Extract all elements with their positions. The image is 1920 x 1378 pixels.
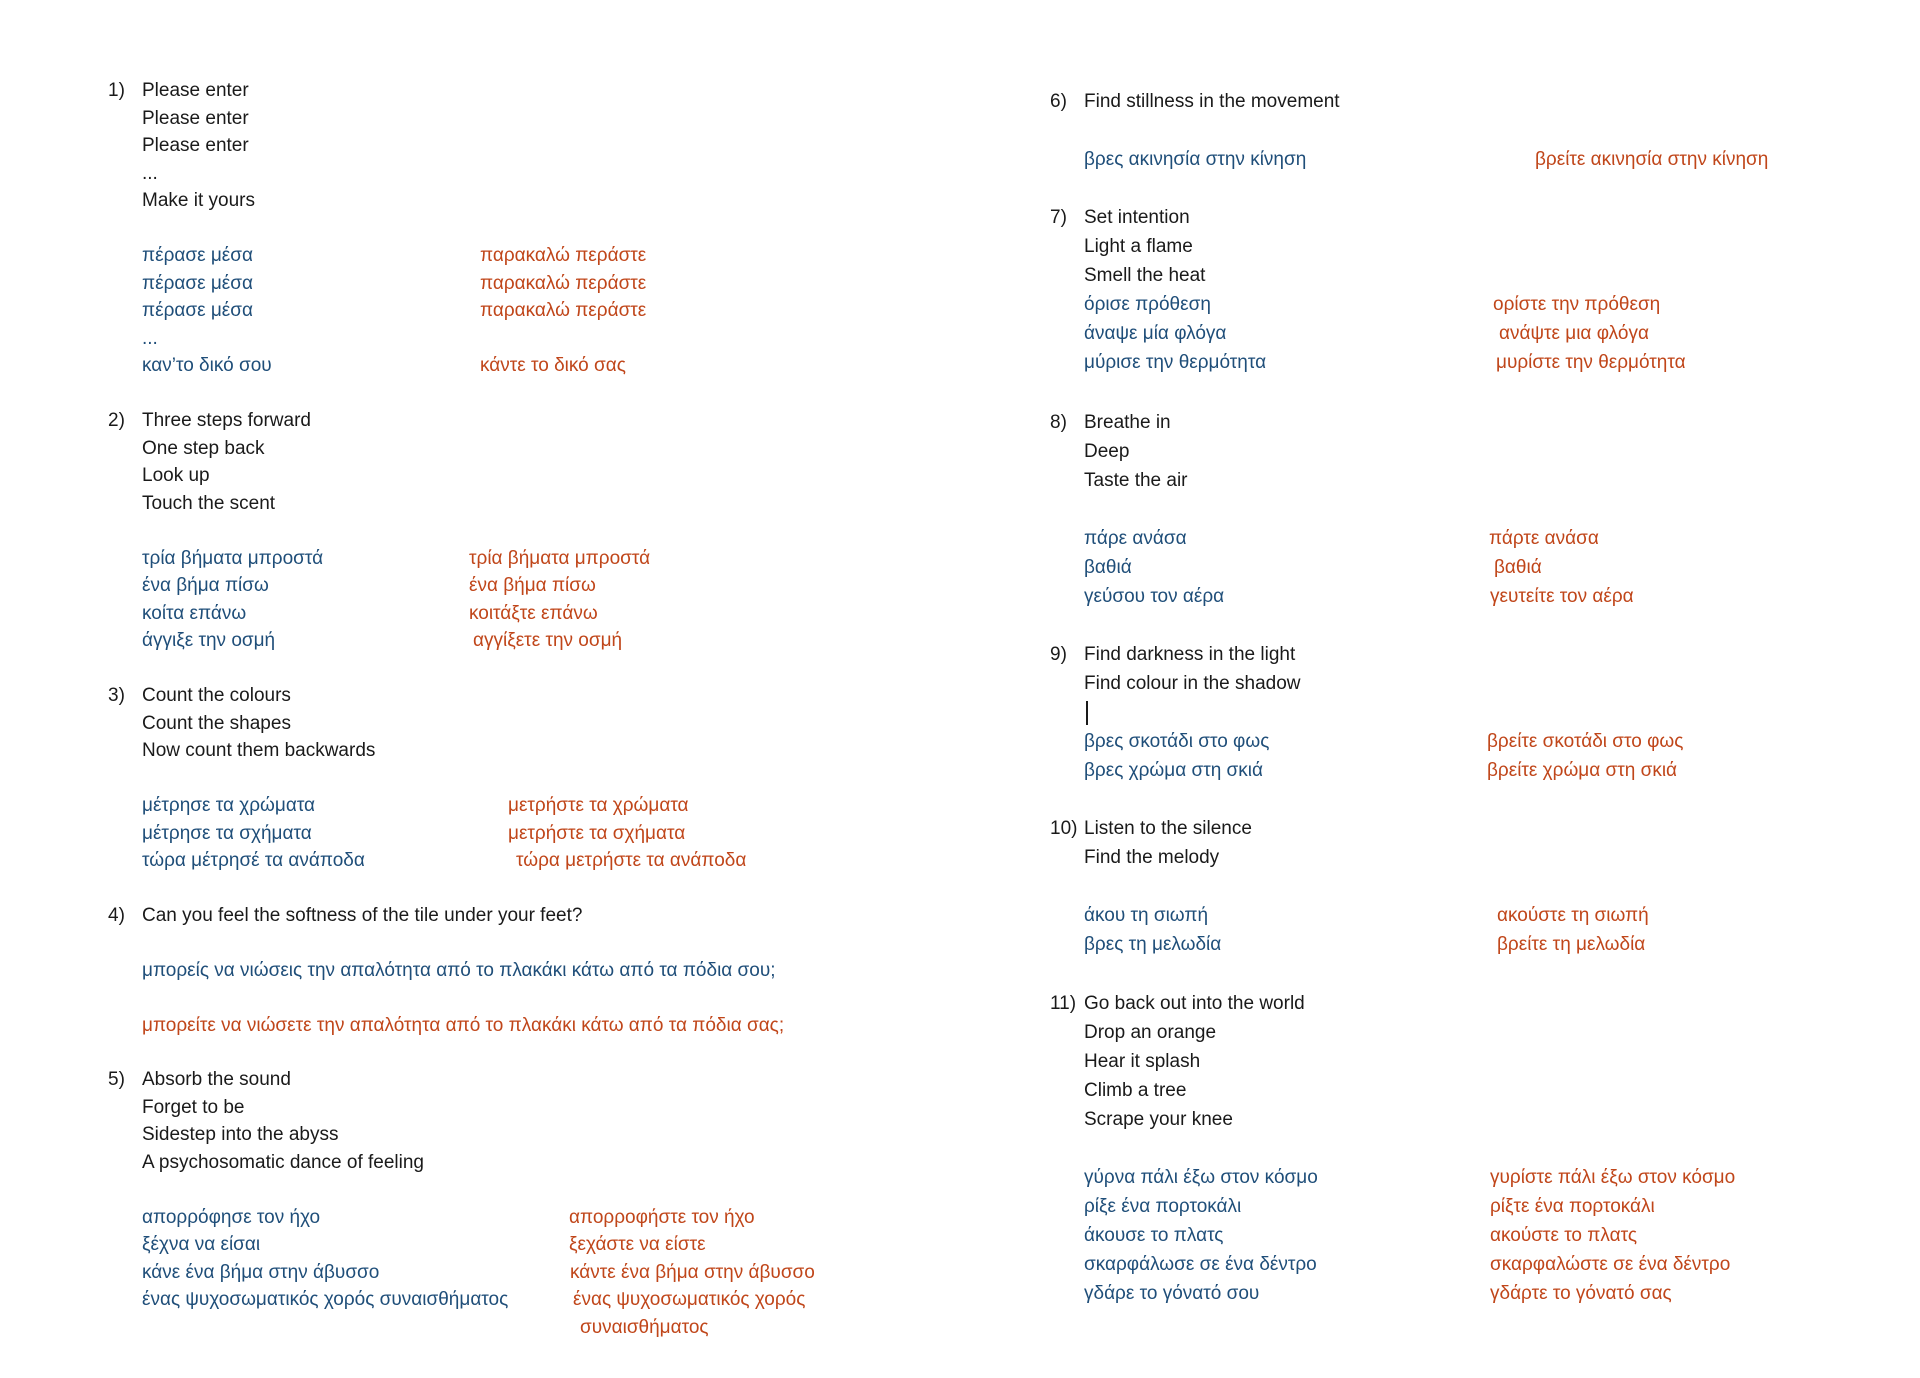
greek-formal-line: γδάρτε το γόνατό σας [1490,1283,1672,1304]
greek-translations [1084,1163,1880,1308]
section-5 [108,1066,868,1341]
greek-informal-line: όρισε πρόθεση [1084,294,1211,315]
english-line: Forget to be [142,1096,245,1118]
greek-translations [1084,145,1880,174]
greek-formal-line: ένα βήμα πίσω [469,575,596,596]
section-11 [1050,989,1880,1308]
greek-informal-line: ρίξε ένα πορτοκάλι [1084,1196,1242,1217]
english-line: Please enter [142,135,249,156]
english-line: Deep [1084,441,1130,462]
english-line: Light a flame [1084,236,1193,257]
english-line: ... [142,162,158,184]
section-number: 5) [108,1069,125,1090]
greek-informal-line: άκουσε το πλατς [1084,1225,1224,1246]
english-line: Three steps forward [142,410,311,431]
english-line: Touch the scent [142,492,276,514]
greek-formal-line: βρείτε ακινησία στην κίνηση [1535,149,1769,170]
greek-formal-line: παρακαλώ περάστε [480,245,647,266]
greek-formal-line: γευτείτε τον αέρα [1490,586,1634,607]
greek-formal-line: ξεχάστε να είστε [569,1234,706,1255]
english-line: Sidestep into the abyss [142,1124,339,1145]
english-line: One step back [142,437,265,459]
section-7 [1050,203,1880,377]
greek-formal-line: βρείτε χρώμα στη σκιά [1487,760,1678,781]
greek-formal-line: μετρήστε τα χρώματα [508,795,689,816]
greek-informal-line: βαθιά [1084,557,1132,578]
section-number: 1) [108,80,125,101]
english-line: Now count them backwards [142,740,376,761]
english-line: Find the melody [1084,847,1220,868]
english-line: Hear it splash [1084,1051,1201,1072]
section-number: 7) [1050,207,1067,228]
english-line: Drop an orange [1084,1022,1217,1043]
section-4 [108,902,868,1040]
greek-formal-line: βρείτε τη μελωδία [1497,934,1646,955]
greek-informal-line: πέρασε μέσα [142,245,253,266]
greek-formal-line: βρείτε σκοτάδι στο φως [1487,731,1684,752]
english-line: Find stillness in the movement [1084,91,1340,112]
greek-informal-line: πάρε ανάσα [1084,528,1187,549]
section-number: 4) [108,905,125,926]
english-line: Scrape your knee [1084,1109,1233,1130]
greek-informal-line: μύρισε την θερμότητα [1084,352,1267,373]
english-line: A psychosomatic dance of feeling [142,1151,425,1173]
text-cursor [1086,701,1088,725]
greek-informal-line: πέρασε μέσα [142,300,253,321]
english-line: Set intention [1084,207,1190,228]
greek-formal-line: τρία βήματα μπροστά [469,547,651,569]
english-line: Go back out into the world [1084,993,1305,1014]
english-line: Please enter [142,80,249,101]
greek-formal-line: ανάψτε μια φλόγα [1499,323,1649,344]
greek-informal-line: βρες σκοτάδι στο φως [1084,731,1270,752]
greek-informal-line: ... [142,327,158,349]
section-number: 3) [108,685,125,706]
english-line: Taste the air [1084,470,1188,491]
english-line: Listen to the silence [1084,818,1252,839]
greek-informal-line: τρία βήματα μπροστά [142,547,324,569]
greek-informal-line: βρες τη μελωδία [1084,934,1222,955]
english-line: Absorb the sound [142,1069,291,1090]
section-10 [1050,814,1880,959]
greek-formal-line: ρίξτε ένα πορτοκάλι [1490,1196,1655,1217]
greek-translations [142,792,868,875]
greek-informal-line: κοίτα επάνω [142,602,247,624]
greek-translations [142,1204,868,1342]
greek-formal-line: ορίστε την πρόθεση [1493,294,1661,315]
section-2 [108,407,868,655]
greek-formal-line: πάρτε ανάσα [1489,528,1599,549]
section-number: 8) [1050,412,1067,433]
greek-informal-line: μπορείς να νιώσεις την απαλότητα από το πλακάκι κάτω από τα πόδια σου; [142,960,776,981]
english-line: Climb a tree [1084,1080,1187,1101]
greek-formal-line: γυρίστε πάλι έξω στον κόσμο [1490,1167,1736,1188]
section-3 [108,682,868,875]
greek-informal-line: άναψε μία φλόγα [1084,323,1227,344]
greek-informal-line: άκου τη σιωπή [1084,905,1209,926]
greek-formal-line: βαθιά [1494,557,1542,578]
greek-formal-line: συναισθήματος [580,1316,709,1338]
english-line: Can you feel the softness of the tile under your feet? [142,905,583,926]
greek-translations [1084,727,1880,785]
english-line: Smell the heat [1084,265,1206,286]
greek-informal-line: γεύσου τον αέρα [1084,586,1225,607]
greek-formal-line: ακούστε τη σιωπή [1497,905,1649,926]
text-cursor-line [1084,698,1880,727]
english-line: Look up [142,465,210,486]
section-number: 10) [1050,818,1078,839]
greek-informal-line: γύρνα πάλι έξω στον κόσμο [1084,1167,1318,1188]
greek-formal-line: μπορείτε να νιώσετε την απαλότητα από το πλακάκι κάτω από τα πόδια σας; [142,1015,785,1036]
greek-translations [142,545,868,655]
section-9 [1050,640,1880,785]
greek-informal-line: ένα βήμα πίσω [142,575,269,596]
section-number: 9) [1050,644,1067,665]
greek-formal-line: απορροφήστε τον ήχο [569,1206,755,1228]
english-line: Count the shapes [142,712,291,734]
english-line: Please enter [142,107,249,129]
greek-informal-line: βρες χρώμα στη σκιά [1084,760,1263,781]
greek-translations [1084,901,1880,959]
greek-formal-line: αγγίξετε την οσμή [473,630,623,651]
greek-informal-line: κάνε ένα βήμα στην άβυσσο [142,1261,380,1283]
greek-informal-line: τώρα μέτρησέ τα ανάποδα [142,850,365,871]
greek-informal-line: πέρασε μέσα [142,272,253,294]
greek-formal-line: κάντε ένα βήμα στην άβυσσο [570,1261,815,1283]
greek-informal-line: γδάρε το γόνατό σου [1084,1283,1260,1304]
greek-formal-line: ακούστε το πλατς [1490,1225,1637,1246]
greek-informal-line: καν’το δικό σου [142,355,272,376]
greek-formal-line: τώρα μετρήστε τα ανάποδα [516,850,747,871]
greek-formal-line: κάντε το δικό σας [480,355,626,376]
greek-formal-line: σκαρφαλώστε σε ένα δέντρο [1490,1254,1731,1275]
greek-informal-line: μέτρησε τα σχήματα [142,822,312,844]
greek-informal-line: ένας ψυχοσωματικός χορός συναισθήματος [142,1289,509,1310]
greek-formal-line: παρακαλώ περάστε [480,300,647,321]
greek-translations [142,242,868,380]
greek-informal-line: ξέχνα να είσαι [142,1234,261,1255]
greek-informal-line: απορρόφησε τον ήχο [142,1206,321,1228]
greek-informal-line: άγγιξε την οσμή [142,630,276,651]
greek-translations [1084,290,1880,377]
greek-formal-line: κοιτάξτε επάνω [469,602,598,624]
english-line: Find colour in the shadow [1084,673,1301,694]
greek-formal-line: μυρίστε την θερμότητα [1496,352,1686,373]
section-8 [1050,408,1880,611]
greek-translations [1084,524,1880,611]
greek-formal-line: μετρήστε τα σχήματα [508,822,686,844]
section-number: 2) [108,410,125,431]
english-line: Breathe in [1084,412,1171,433]
english-line: Count the colours [142,685,291,706]
section-1 [108,77,868,380]
greek-formal-line: ένας ψυχοσωματικός χορός [573,1289,806,1310]
english-line: Make it yours [142,190,255,211]
section-6 [1050,87,1880,174]
section-number: 6) [1050,91,1067,112]
english-line: Find darkness in the light [1084,644,1296,665]
greek-formal-line: παρακαλώ περάστε [480,272,647,294]
section-number: 11) [1050,993,1077,1014]
greek-informal-line: μέτρησε τα χρώματα [142,795,316,816]
greek-informal-line: σκαρφάλωσε σε ένα δέντρο [1084,1254,1317,1275]
greek-informal-line: βρες ακινησία στην κίνηση [1084,149,1307,170]
